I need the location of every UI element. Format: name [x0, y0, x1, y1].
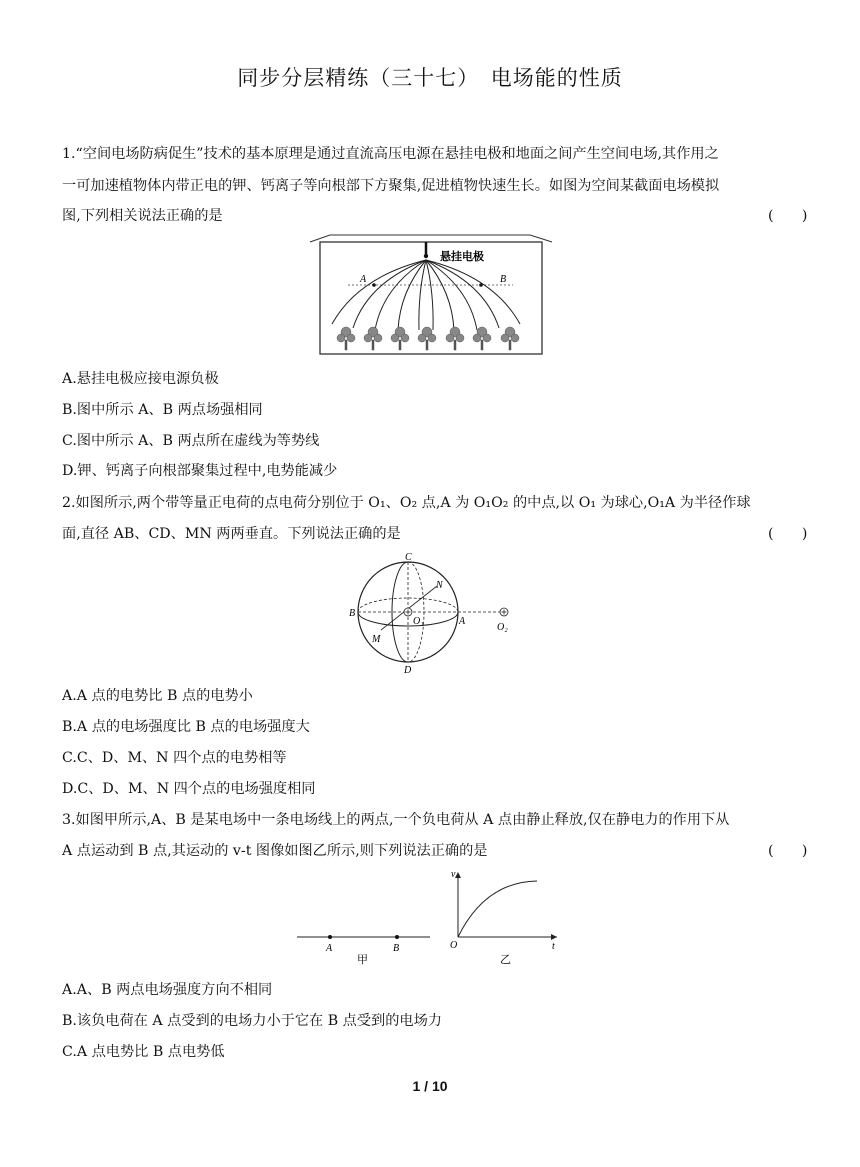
q3-stem-line-2: A 点运动到 B 点,其运动的 v-t 图像如图乙所示,则下列说法正确的是 — [62, 843, 488, 859]
q1-stem-line-3: 图,下列相关说法正确的是 — [62, 208, 223, 224]
q2-sphere-figure — [345, 550, 520, 675]
q2-stem-line-2: 面,直径 AB、CD、MN 两两垂直。下列说法正确的是 — [62, 526, 401, 542]
q2-stem-line-1: 2.如图所示,两个带等量正电荷的点电荷分别位于 O₁、O₂ 点,A 为 O₁O₂ 的中点,以 O₁ 为球心,O₁A 为半径作球 — [62, 495, 751, 511]
q2-option-b: B.A 点的电场强度比 B 点的电场强度大 — [62, 719, 310, 735]
axis-v-label: v — [451, 869, 456, 880]
q2-answer-paren: ( ) — [768, 526, 808, 542]
axis-t-label: t — [552, 941, 555, 952]
q3-option-b: B.该负电荷在 A 点受到的电场力小于它在 B 点受到的电场力 — [62, 1013, 442, 1029]
q3-option-c: C.A 点电势比 B 点电势低 — [62, 1044, 225, 1060]
electrode-label: 悬挂电极 — [440, 251, 484, 263]
label-b: B — [349, 608, 356, 619]
q1-option-c: C.图中所示 A、B 两点所在虚线为等势线 — [62, 433, 320, 449]
label-m: M — [372, 634, 381, 645]
tree-row — [337, 327, 519, 350]
q1-answer-paren: ( ) — [768, 208, 808, 224]
q1-stem-line-1: 1.“空间电场防病促生”技术的基本原理是通过直流高压电源在悬挂电极和地面之间产生空间电场,其作用之 — [62, 146, 719, 162]
page-title: 同步分层精练（三十七） 电场能的性质 — [237, 66, 623, 90]
origin-label: O — [450, 940, 458, 951]
q3-stem-line-1: 3.如图甲所示,A、B 是某电场中一条电场线上的两点,一个负电荷从 A 点由静止释放,仅在静电力的作用下从 — [62, 812, 730, 828]
figure-yi-label: 乙 — [500, 954, 511, 966]
q2-option-c: C.C、D、M、N 四个点的电势相等 — [62, 750, 287, 766]
point-b-label: B — [500, 274, 507, 285]
label-o1: O₁ — [413, 616, 424, 627]
q1-option-d: D.钾、钙离子向根部聚集过程中,电势能减少 — [62, 463, 338, 479]
label-a: A — [459, 616, 466, 627]
q1-option-b: B.图中所示 A、B 两点场强相同 — [62, 402, 263, 418]
field-point-a: A — [326, 943, 333, 954]
q3-answer-paren: ( ) — [768, 843, 808, 859]
q2-option-a: A.A 点的电势比 B 点的电势小 — [62, 688, 253, 704]
label-c: C — [405, 552, 412, 563]
q3-option-a: A.A、B 两点电场强度方向不相同 — [62, 982, 273, 998]
q1-option-a: A.悬挂电极应接电源负极 — [62, 371, 219, 387]
page-number: 1 / 10 — [412, 1078, 448, 1094]
point-a-label: A — [360, 274, 367, 285]
q1-stem-line-2: 一可加速植物体内带正电的钾、钙离子等向根部下方聚集,促进植物快速生长。如图为空间某截面电场模拟 — [62, 178, 720, 194]
q3-figure — [295, 866, 565, 970]
q1-figure — [308, 232, 554, 360]
label-d: D — [404, 665, 412, 675]
label-n: N — [436, 580, 443, 591]
field-lines — [332, 260, 520, 330]
field-point-b: B — [393, 943, 400, 954]
q2-option-d: D.C、D、M、N 四个点的电场强度相同 — [62, 781, 316, 797]
label-o2: O₂ — [497, 622, 508, 633]
figure-jia-label: 甲 — [357, 954, 368, 966]
